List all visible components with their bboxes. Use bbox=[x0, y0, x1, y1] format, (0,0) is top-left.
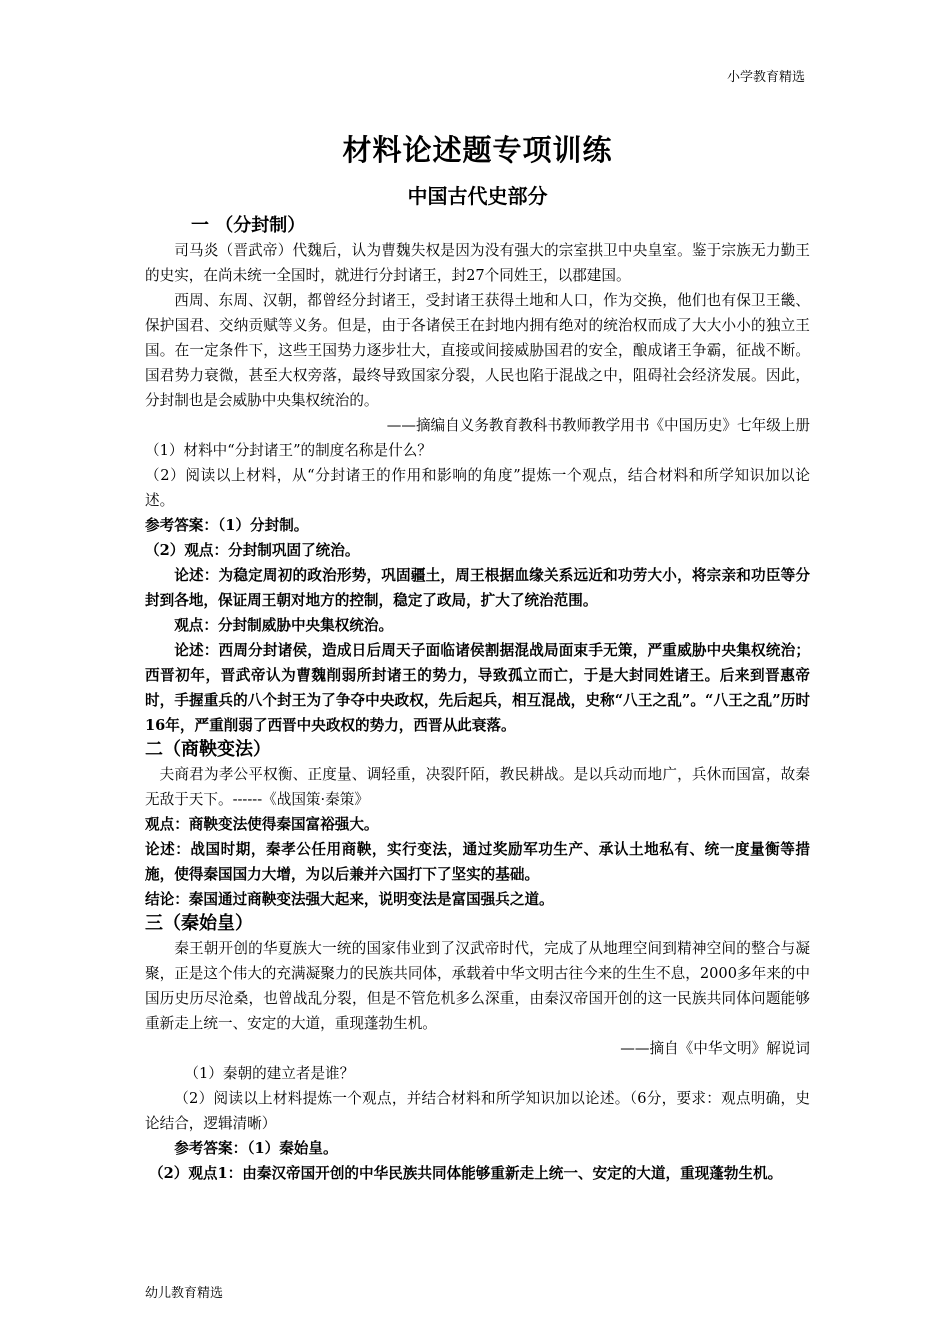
section-3-answer-view-1: （2）观点1：由秦汉帝国开创的中华民族共同体能够重新走上统一、安定的大道，重现蓬勃生机。 bbox=[149, 1165, 783, 1182]
section-1-argument-2: 论述：西周分封诸侯，造成日后周天子面临诸侯割据混战局面束手无策，严重威胁中央集权统治；西晋初年，晋武帝认为曹魏削弱所封诸王的势力，导致孤立而亡，于是大封同姓诸王。后来到晋惠帝时，手握重兵的八个封王为了争夺中央政权，先后起兵，相互混战，史称“八王之乱”。“八王之乱”历时16年，严重削弱了西晋中央政权的势力，西晋从此衰落。 bbox=[145, 642, 810, 734]
section-2-argument: 论述：战国时期，秦孝公任用商鞅，实行变法，通过奖励军功生产、承认土地私有、统一度量衡等措施，使得秦国国力大增，为以后兼并六国打下了坚实的基础。 bbox=[145, 841, 810, 883]
document-subtitle: 中国古代史部分 bbox=[407, 184, 548, 208]
section-1-material-2: 西周、东周、汉朝，都曾经分封诸王，受封诸王获得土地和人口，作为交换，他们也有保卫王畿、保护国君、交纳贡赋等义务。但是，由于各诸侯王在封地内拥有绝对的统治权而成了大大小小的独立王国。在一定条件下，这些王国势力逐步壮大，直接或间接威胁国君的安全，酿成诸王争霸，征战不断。国君势力衰微，甚至大权旁落，最终导致国家分裂，人民也陷于混战之中，阻碍社会经济发展。因此，分封制也是会威胁中央集权统治的。 bbox=[145, 292, 810, 409]
section-2-view: 观点：商鞅变法使得秦国富裕强大。 bbox=[145, 816, 379, 833]
section-1-question-1: （1）材料中“分封诸王”的制度名称是什么？ bbox=[145, 442, 432, 459]
section-1-material-1: 司马炎（晋武帝）代魏后，认为曹魏失权是因为没有强大的宗室拱卫中央皇室。鉴于宗族无力勤王的史实，在尚未统一全国时，就进行分封诸王，封27个同姓王，以郡建国。 bbox=[145, 242, 810, 284]
section-2-heading: 二（商鞅变法） bbox=[145, 739, 271, 760]
section-1-heading: 一 （分封制） bbox=[191, 215, 306, 236]
section-3-heading: 三（秦始皇） bbox=[145, 913, 253, 934]
page-header: 小学教育精选 bbox=[726, 70, 805, 85]
section-1-question-2: （2）阅读以上材料，从“分封诸王的作用和影响的角度”提炼一个观点，结合材料和所学知识加以论述。 bbox=[145, 467, 810, 509]
section-1-answer-view-1: （2）观点：分封制巩固了统治。 bbox=[145, 542, 360, 559]
section-2-conclusion: 结论：秦国通过商鞅变法强大起来，说明变法是富国强兵之道。 bbox=[145, 891, 554, 908]
section-3-material: 秦王朝开创的华夏族大一统的国家伟业到了汉武帝时代，完成了从地理空间到精神空间的整合与凝聚，正是这个伟大的充满凝聚力的民族共同体，承载着中华文明古往今来的生生不息，2000多年来的中国历史历尽沧桑，也曾战乱分裂，但是不管危机多么深重，由秦汉帝国开创的这一民族共同体问题能够重新走上统一、安定的大道，重现蓬勃生机。 bbox=[145, 940, 810, 1032]
document-body bbox=[145, 130, 810, 1186]
document-title: 材料论述题专项训练 bbox=[342, 133, 613, 167]
page-footer: 幼儿教育精选 bbox=[145, 1286, 224, 1301]
section-3-source: ——摘自《中华文明》解说词 bbox=[620, 1040, 810, 1057]
section-1-answer-view-2: 观点：分封制威胁中央集权统治。 bbox=[174, 617, 394, 634]
section-3-question-2: （2）阅读以上材料提炼一个观点，并结合材料和所学知识加以论述。（6分，要求：观点明确，史论结合，逻辑清晰） bbox=[145, 1090, 810, 1132]
section-2-material: 夫商君为孝公平权衡、正度量、调轻重，决裂阡陌，教民耕战。是以兵动而地广，兵休而国富，故秦无敌于天下。------《战国策·秦策》 bbox=[145, 766, 810, 808]
section-1-source: ——摘编自义务教育教科书教师教学用书《中国历史》七年级上册 bbox=[386, 417, 810, 434]
section-1-answer-label: 参考答案：（1）分封制。 bbox=[145, 517, 309, 534]
section-1-argument-1: 论述：为稳定周初的政治形势，巩固疆土，周王根据血缘关系远近和功劳大小，将宗亲和功臣等分封到各地，保证周王朝对地方的控制，稳定了政局，扩大了统治范围。 bbox=[145, 567, 810, 609]
section-3-answer-label: 参考答案：（1）秦始皇。 bbox=[174, 1140, 338, 1157]
section-3-question-1: （1）秦朝的建立者是谁？ bbox=[184, 1065, 355, 1082]
